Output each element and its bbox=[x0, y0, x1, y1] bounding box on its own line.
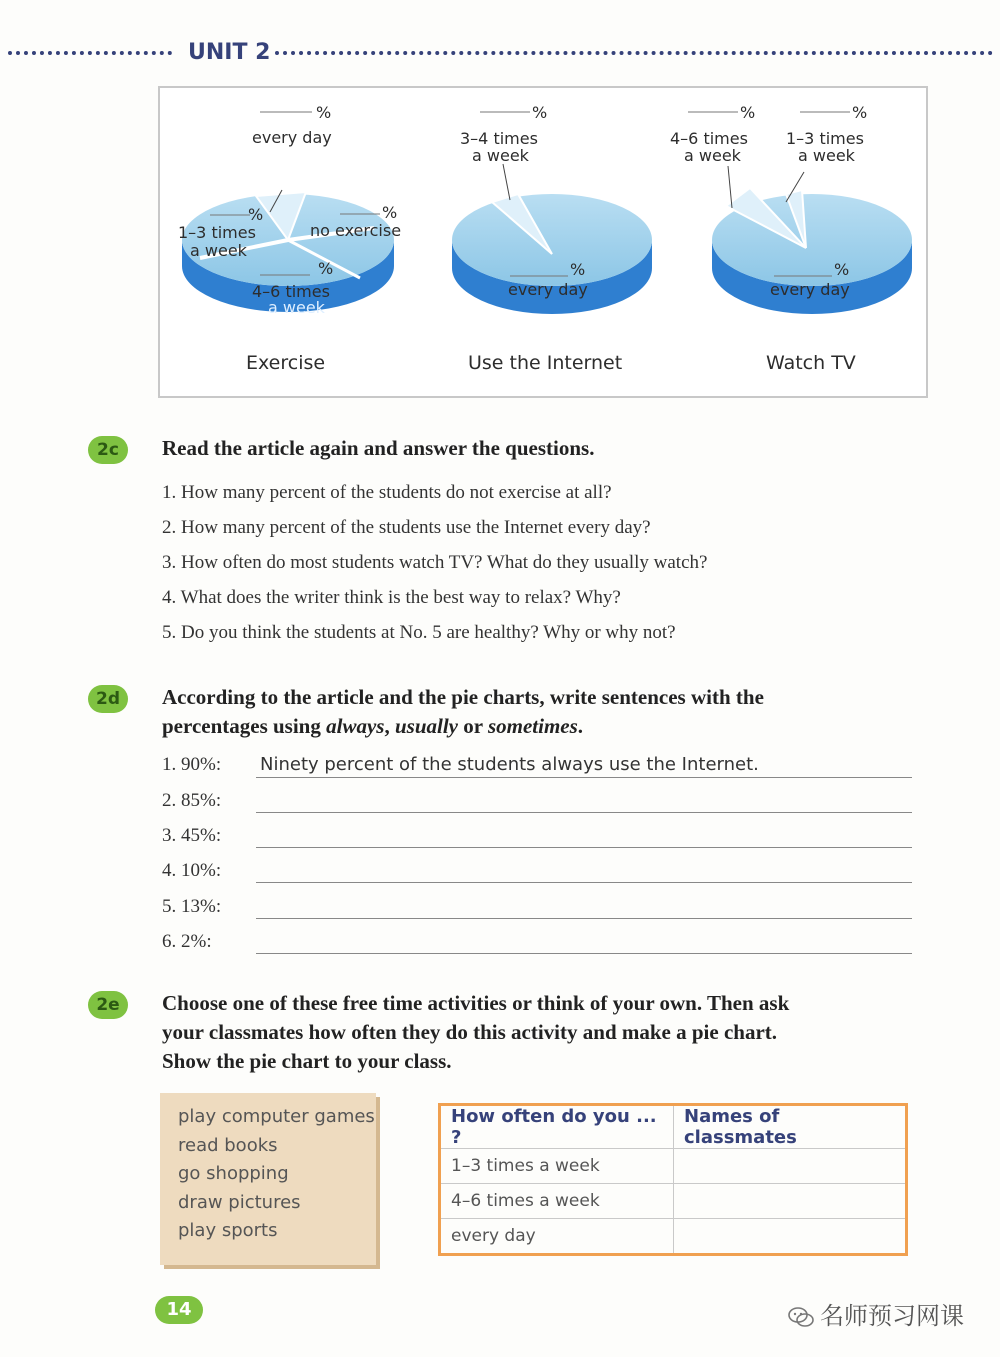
question-4: 4. What does the writer think is the best way to relax? Why? bbox=[162, 587, 621, 608]
header-dots-right bbox=[275, 51, 993, 55]
activity-item: draw pictures bbox=[178, 1191, 301, 1213]
heading-text: , bbox=[384, 714, 395, 738]
section-badge-2c: 2c bbox=[88, 436, 128, 464]
table-row bbox=[440, 1184, 907, 1219]
label-1-3-times: 1–3 times bbox=[178, 223, 256, 242]
watermark-text: 名师预习网课 bbox=[820, 1302, 964, 1330]
section-2e-heading-line3: Show the pie chart to your class. bbox=[162, 1049, 452, 1073]
pct-sign: % bbox=[570, 260, 586, 279]
section-2d-heading bbox=[162, 683, 764, 741]
table-row bbox=[440, 1149, 907, 1184]
pct-sign: % bbox=[316, 103, 332, 122]
activities-list bbox=[160, 1103, 375, 1246]
answer-text-1[interactable]: Ninety percent of the students always use the Internet. bbox=[260, 754, 759, 775]
label-a-week: a week bbox=[684, 146, 741, 165]
table-header-row bbox=[440, 1105, 907, 1149]
table-cell-frequency: 4–6 times a week bbox=[440, 1184, 674, 1219]
table-cell-names[interactable] bbox=[674, 1219, 907, 1255]
heading-text: percentages using bbox=[162, 714, 327, 738]
section-2e-heading-line1: Choose one of these free time activities or think of your own. Then ask bbox=[162, 991, 790, 1015]
internet-leader-line bbox=[503, 164, 510, 200]
wechat-icon bbox=[788, 1306, 814, 1328]
internet-chart-title: Use the Internet bbox=[468, 352, 623, 374]
question-1: 1. How many percent of the students do not exercise at all? bbox=[162, 482, 612, 503]
tv-leader-line bbox=[728, 166, 732, 208]
answer-label-1: 1. 90%: bbox=[162, 754, 222, 775]
question-3: 3. How often do most students watch TV? What do they usually watch? bbox=[162, 552, 708, 573]
activity-item: play sports bbox=[178, 1220, 278, 1241]
answer-line-4[interactable] bbox=[256, 882, 912, 883]
keyword-sometimes: sometimes bbox=[487, 714, 578, 738]
question-5: 5. Do you think the students at No. 5 are healthy? Why or why not? bbox=[162, 622, 676, 643]
answer-label-6: 6. 2%: bbox=[162, 931, 212, 952]
table-row bbox=[440, 1219, 907, 1255]
label-every-day: every day bbox=[252, 128, 332, 147]
pct-sign: % bbox=[248, 205, 264, 224]
answer-label-2: 2. 85%: bbox=[162, 790, 222, 811]
answer-line-1[interactable] bbox=[256, 777, 912, 778]
section-2c-heading: Read the article again and answer the questions. bbox=[162, 436, 595, 460]
label-4-6-times: 4–6 times bbox=[670, 129, 748, 148]
keyword-always: always bbox=[326, 714, 385, 738]
pct-sign: % bbox=[382, 203, 398, 222]
activities-box bbox=[160, 1093, 376, 1265]
section-badge-2e: 2e bbox=[88, 991, 128, 1019]
section-2d-heading-line2 bbox=[162, 712, 764, 741]
answer-line-2[interactable] bbox=[256, 812, 912, 813]
table-header-how-often: How often do you ... ? bbox=[440, 1105, 674, 1149]
pie-charts-svg bbox=[160, 88, 926, 396]
answer-label-3: 3. 45%: bbox=[162, 825, 222, 846]
heading-text: . bbox=[577, 714, 584, 738]
watermark bbox=[788, 1296, 964, 1331]
page-number: 14 bbox=[155, 1296, 203, 1324]
section-badge-2d: 2d bbox=[88, 685, 128, 713]
section-2e-heading-line2: your classmates how often they do this activity and make a pie chart. bbox=[162, 1020, 778, 1044]
table-header-names: Names of classmates bbox=[674, 1105, 907, 1149]
activity-item: read books bbox=[178, 1134, 278, 1156]
section-2d-heading-line1: According to the article and the pie charts, write sentences with the bbox=[162, 685, 764, 709]
keyword-usually: usually bbox=[394, 714, 458, 738]
label-a-week: a week bbox=[190, 241, 247, 260]
label-1-3-times: 1–3 times bbox=[786, 129, 864, 148]
label-a-week: a week bbox=[798, 146, 855, 165]
heading-text: or bbox=[458, 714, 488, 738]
answer-label-4: 4. 10%: bbox=[162, 860, 222, 881]
answer-line-6[interactable] bbox=[256, 953, 912, 954]
pct-sign: % bbox=[852, 103, 868, 122]
exercise-chart-title: Exercise bbox=[246, 352, 326, 374]
table-cell-names[interactable] bbox=[674, 1149, 907, 1184]
tv-chart-title: Watch TV bbox=[766, 352, 856, 374]
pie-charts-panel bbox=[158, 86, 928, 398]
label-4-6-times: 4–6 times bbox=[252, 282, 330, 301]
label-a-week: a week bbox=[268, 298, 325, 317]
internet-pie-top bbox=[452, 194, 652, 286]
label-3-4-times: 3–4 times bbox=[460, 129, 538, 148]
pct-sign: % bbox=[740, 103, 756, 122]
table-cell-names[interactable] bbox=[674, 1184, 907, 1219]
pct-sign: % bbox=[834, 260, 850, 279]
pct-sign: % bbox=[532, 103, 548, 122]
answer-line-3[interactable] bbox=[256, 847, 912, 848]
label-every-day: every day bbox=[770, 280, 850, 299]
activity-item: go shopping bbox=[178, 1163, 289, 1184]
label-a-week: a week bbox=[472, 146, 529, 165]
question-2: 2. How many percent of the students use the Internet every day? bbox=[162, 517, 651, 538]
answer-line-5[interactable] bbox=[256, 918, 912, 919]
unit-title: UNIT 2 bbox=[188, 40, 271, 65]
pct-sign: % bbox=[318, 259, 334, 278]
label-every-day: every day bbox=[508, 280, 588, 299]
table-cell-frequency: 1–3 times a week bbox=[440, 1149, 674, 1184]
survey-table bbox=[438, 1103, 908, 1256]
answer-label-5: 5. 13%: bbox=[162, 896, 222, 917]
label-no-exercise: no exercise bbox=[310, 221, 402, 240]
header-dots-left bbox=[8, 51, 172, 55]
section-2e-heading bbox=[162, 989, 789, 1076]
table-cell-frequency: every day bbox=[440, 1219, 674, 1255]
activity-item: play computer games bbox=[178, 1106, 375, 1127]
